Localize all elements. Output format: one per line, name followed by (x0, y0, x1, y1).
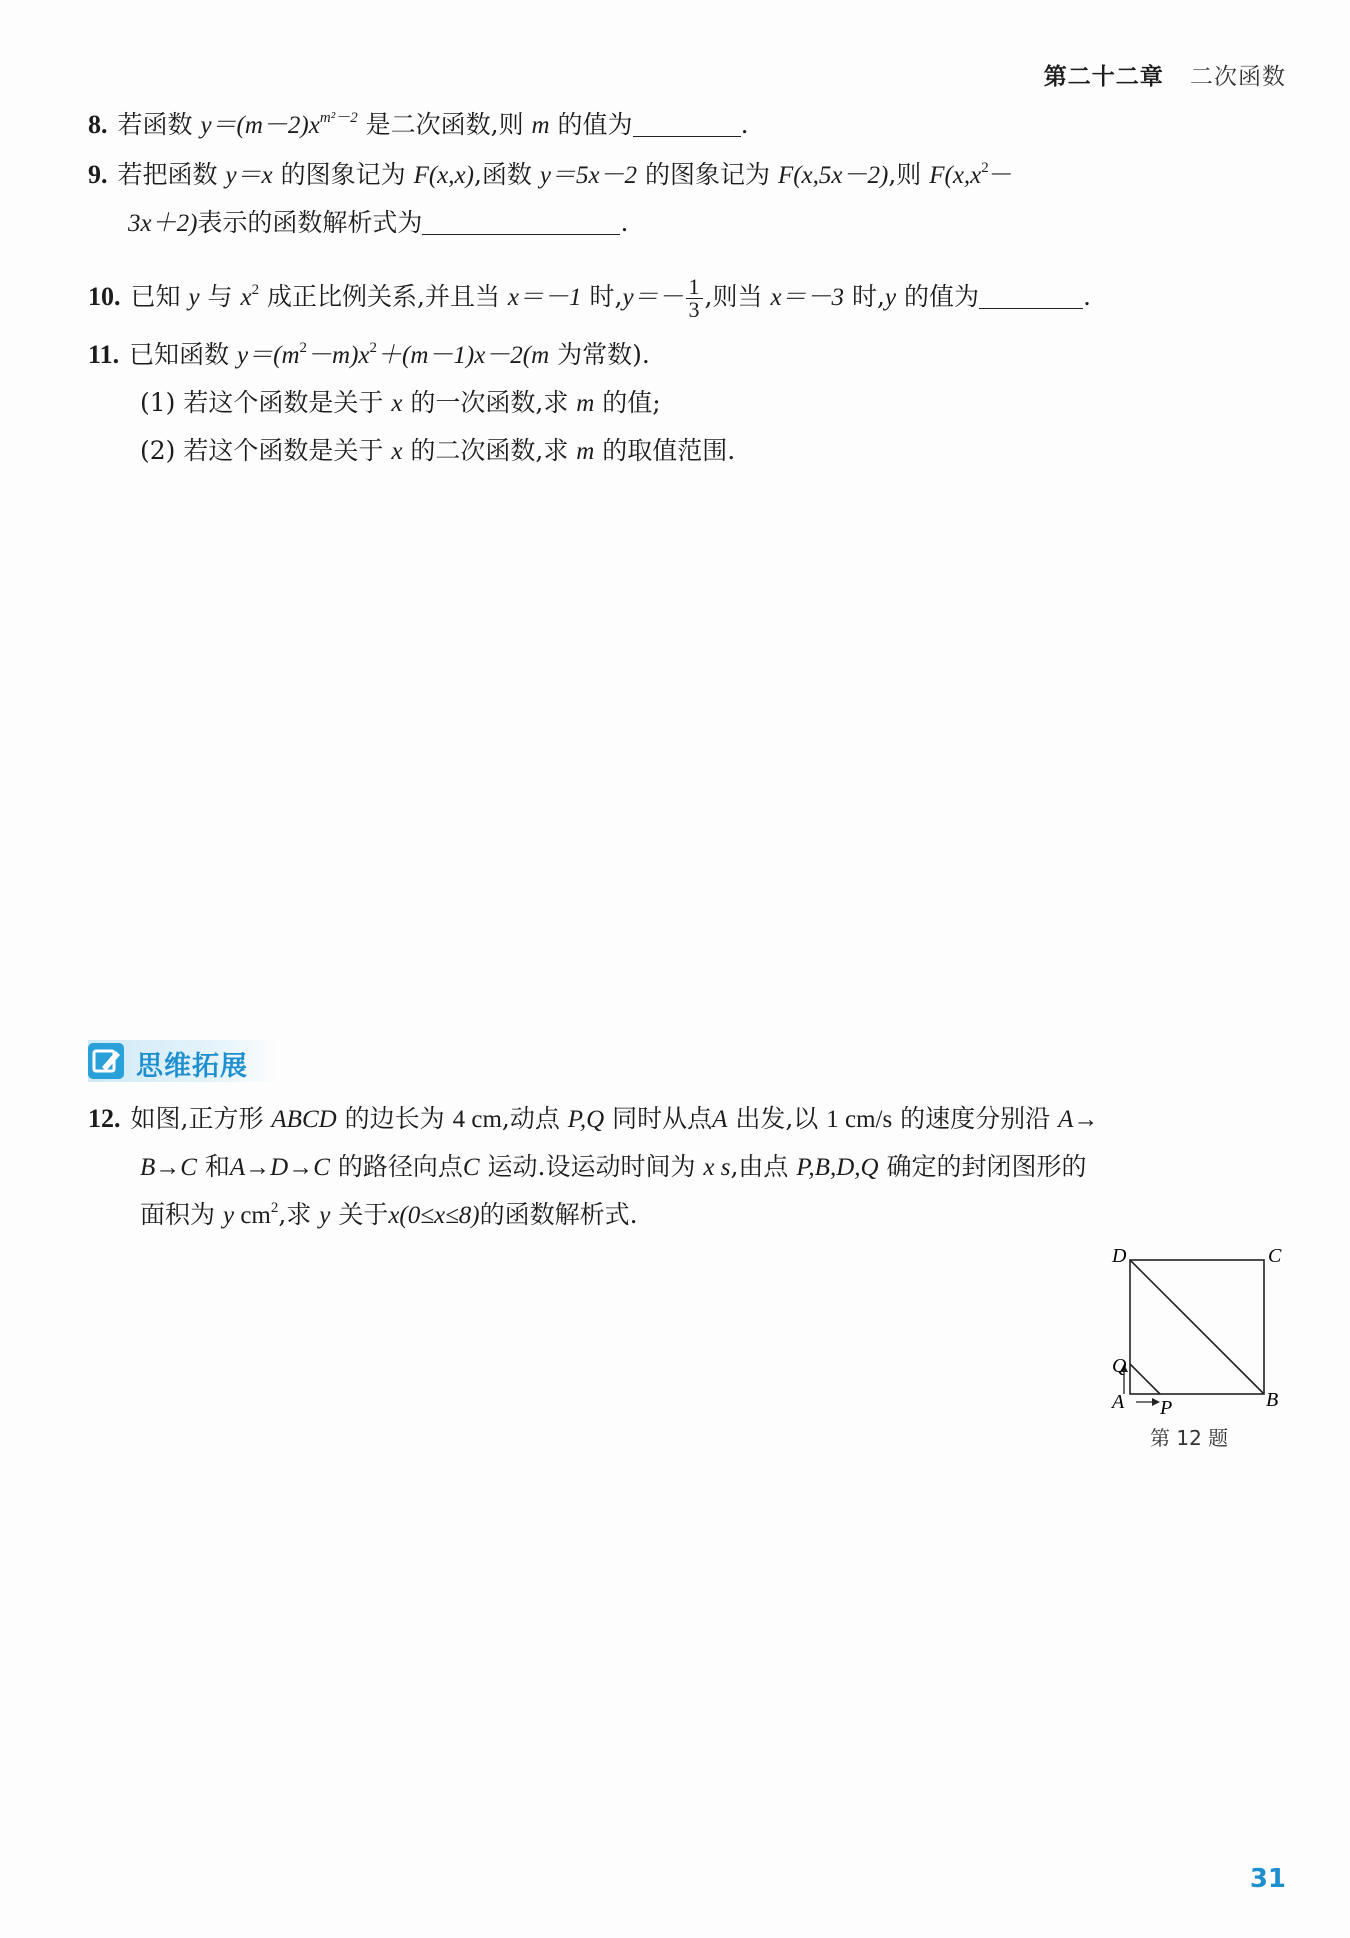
answer-blank[interactable] (633, 112, 741, 137)
math-expression: 3x＋2) (128, 210, 198, 237)
question-11 (88, 340, 650, 371)
math-expression: 1 cm/s (826, 1106, 893, 1133)
page-header (1044, 58, 1286, 91)
exponent: 2 (270, 1200, 279, 1216)
label-q: Q (1112, 1355, 1127, 1377)
text: 确定的封闭图形的 (878, 1152, 1087, 1181)
math-expression: A→D→C (229, 1154, 330, 1181)
question-10 (88, 276, 1091, 321)
label-b: B (1266, 1389, 1279, 1411)
math-var: C (462, 1154, 480, 1181)
math-expression: x(0≤x≤8) (388, 1202, 480, 1229)
text: 的二次函数,求 (402, 436, 577, 465)
answer-blank[interactable] (979, 284, 1083, 309)
label-d: D (1112, 1245, 1127, 1267)
question-number: 10. (88, 282, 121, 311)
text: 的边长为 (336, 1104, 453, 1133)
math-var: m (576, 390, 595, 417)
math-expression: A→ (1058, 1106, 1099, 1133)
diagonal-db (1130, 1260, 1264, 1394)
question-12-line-3 (140, 1200, 638, 1231)
math-expression: B→C (140, 1154, 197, 1181)
text: 同时从点 (604, 1104, 713, 1133)
math-expression: y＝(m－2)x (200, 112, 320, 139)
subject-label: 二次函数 (1190, 64, 1286, 90)
text: (1) 若这个函数是关于 (140, 388, 392, 417)
question-number: 11. (88, 340, 120, 369)
question-11-part-1 (140, 388, 661, 419)
question-number: 9. (88, 160, 108, 189)
math-expression: x s (703, 1154, 731, 1181)
math-var: y (884, 284, 897, 311)
exponent: 2 (981, 160, 989, 176)
text: 的图象记为 (637, 160, 778, 189)
math-var: m (576, 438, 595, 465)
math-var: x (240, 284, 252, 311)
math-expression: x＝－3 (770, 284, 845, 311)
question-11-part-2 (140, 436, 735, 467)
text: ,函数 (473, 160, 540, 189)
text: 表示的函数解析式为 (197, 208, 423, 237)
text: 若把函数 (117, 160, 226, 189)
section-banner (88, 1040, 278, 1082)
exponent: 2 (299, 340, 308, 356)
fraction-denominator: 3 (688, 297, 700, 322)
question-number: 12. (88, 1104, 121, 1133)
text: 与 (199, 282, 241, 311)
text: 运动.设运动时间为 (479, 1152, 704, 1181)
text: ,则当 (704, 282, 771, 311)
math-var: P,Q (567, 1106, 605, 1133)
text: (2) 若这个函数是关于 (140, 436, 392, 465)
question-12 (88, 1104, 1098, 1135)
figure-caption: 第 12 题 (1150, 1426, 1229, 1450)
text: 的路径向点 (329, 1152, 463, 1181)
text: 关于 (330, 1200, 389, 1229)
text: 为常数). (549, 340, 650, 369)
text: ,求 (278, 1200, 320, 1229)
text: 的值为 (896, 282, 980, 311)
math-expression: ＋(m－1)x－2(m (377, 342, 550, 369)
math-expression: F(x,5x－2) (777, 162, 889, 189)
math-var: y (188, 284, 200, 311)
math-var: A (712, 1106, 728, 1133)
text: ,则 (888, 160, 930, 189)
math-expression: y＝5x－2 (539, 162, 638, 189)
text: 如图,正方形 (130, 1104, 272, 1133)
label-p: P (1160, 1397, 1173, 1419)
fraction (686, 276, 703, 321)
label-a: A (1112, 1391, 1125, 1413)
exponent: m²－2 (319, 110, 358, 126)
unit: cm (234, 1202, 271, 1229)
question-8 (88, 110, 749, 141)
math-expression: y＝x (225, 162, 273, 189)
math-var: ABCD (271, 1106, 337, 1133)
math-expression: F(x,x (929, 162, 982, 189)
text: 和 (196, 1152, 230, 1181)
fraction-numerator: 1 (686, 276, 703, 299)
math-expression: x＝－1 (507, 284, 582, 311)
text: 的一次函数,求 (402, 388, 577, 417)
text: 的取值范围. (594, 436, 736, 465)
text: 的图象记为 (272, 160, 414, 189)
text: 是二次函数,则 (357, 110, 532, 139)
section-title: 思维拓展 (136, 1051, 248, 1082)
question-9-line-2 (128, 208, 628, 239)
text: 的值为 (549, 110, 633, 139)
chapter-label: 第二十二章 (1043, 64, 1164, 90)
math-expression: －m)x (307, 342, 370, 369)
text: . (740, 110, 749, 139)
math-expression: F(x,x) (413, 162, 474, 189)
page-number: 31 (1249, 1864, 1286, 1894)
text: 已知函数 (129, 340, 238, 369)
text: 时, (581, 282, 623, 311)
math-expression: y＝－ (622, 284, 684, 311)
text: 的速度分别沿 (892, 1104, 1059, 1133)
text: 时, (844, 282, 885, 311)
text: － (988, 162, 1014, 189)
text: ,动点 (501, 1104, 568, 1133)
math-expression: 4 cm (452, 1106, 502, 1133)
pencil-note-icon (88, 1043, 124, 1079)
segment-qp (1130, 1364, 1160, 1394)
math-expression: y＝(m (237, 342, 300, 369)
question-9 (88, 160, 1014, 191)
answer-blank[interactable] (422, 210, 620, 235)
question-12-line-2 (140, 1152, 1087, 1183)
text: . (620, 208, 629, 237)
math-var: x (391, 390, 403, 417)
math-var: m (531, 112, 550, 139)
label-c: C (1268, 1245, 1282, 1267)
text: ,由点 (730, 1152, 797, 1181)
text: 面积为 (140, 1200, 223, 1229)
text: 的函数解析式. (479, 1200, 638, 1229)
math-var: P,B,D,Q (796, 1154, 879, 1181)
exponent: 2 (369, 340, 377, 356)
exponent: 2 (251, 282, 260, 298)
math-var: x (391, 438, 403, 465)
text: . (1083, 282, 1091, 311)
square-figure (1100, 1240, 1300, 1450)
text: 已知 (130, 282, 189, 311)
arrowhead-right-icon (1152, 1398, 1160, 1406)
text: 成正比例关系,并且当 (259, 282, 508, 311)
math-var: y (222, 1202, 235, 1229)
text: 的值; (594, 388, 661, 417)
math-var: y (319, 1202, 331, 1229)
text: 若函数 (117, 110, 201, 139)
text: 出发,以 (727, 1104, 827, 1133)
question-number: 8. (88, 110, 108, 139)
